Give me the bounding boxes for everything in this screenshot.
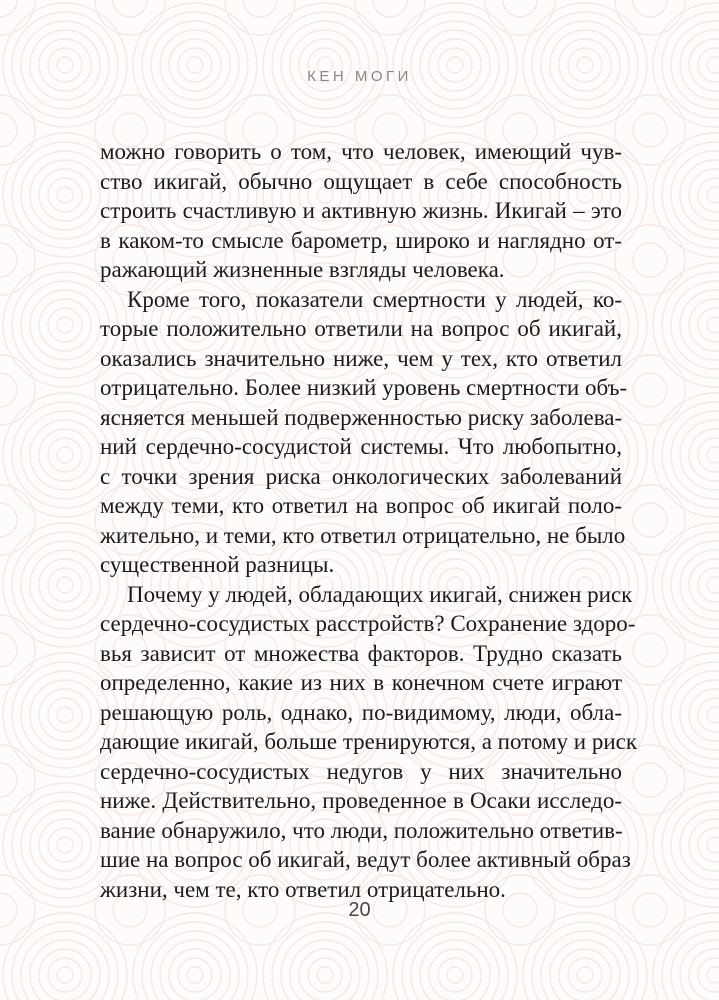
text-line: шие на вопрос об икигай, ведут более активный образ bbox=[100, 847, 631, 872]
text-line: торые положительно ответили на вопрос об икигай, bbox=[100, 316, 622, 341]
body-text bbox=[100, 137, 638, 904]
text-line: вья зависит от множества факторов. Трудно сказать bbox=[100, 640, 622, 666]
text-line: сердечно-сосудистых недугов у них значительно bbox=[100, 758, 622, 784]
page-number: 20 bbox=[348, 899, 371, 921]
paragraph bbox=[100, 285, 628, 580]
text-line: строить счастливую и активную жизнь. Икигай – это bbox=[100, 198, 622, 223]
paragraph bbox=[100, 137, 622, 285]
text-line: дающие икигай, больше тренируются, а потому и риск bbox=[100, 729, 638, 754]
text-line: решающую роль, однако, по-видимому, люди, обла- bbox=[100, 699, 622, 725]
text-line: с точки зрения риска онкологических заболеваний bbox=[100, 463, 622, 489]
text-line: ний сердечно-сосудистой системы. Что любопытно, bbox=[100, 434, 622, 459]
text-line: сердечно-сосудистых расстройств? Сохранение здоро- bbox=[100, 611, 636, 636]
text-line: между теми, кто ответил на вопрос об икигай поло- bbox=[100, 493, 622, 518]
text-line: определенно, какие из них в конечном счете играют bbox=[100, 670, 622, 695]
text-line: Почему у людей, обладающих икигай, снижен риск bbox=[127, 581, 633, 607]
text-line: существенной разницы. bbox=[100, 552, 335, 577]
running-head: КЕН МОГИ bbox=[307, 68, 412, 85]
text-line: отрицательно. Более низкий уровень смертности объ- bbox=[100, 375, 628, 400]
text-line: ниже. Действительно, проведенное в Осаки исследо- bbox=[100, 788, 622, 813]
text-line: ясняется меньшей подверженностью риску заболева- bbox=[100, 404, 623, 430]
text-line: ражающий жизненные взгляды человека. bbox=[100, 257, 505, 282]
text-line: жительно, и теми, кто ответил отрицательно, не было bbox=[100, 522, 626, 548]
text-line: можно говорить о том, что человек, имеющий чув- bbox=[100, 139, 622, 164]
text-line: Кроме того, показатели смертности у людей, ко- bbox=[127, 286, 622, 312]
paragraph bbox=[100, 580, 638, 905]
text-line: жизни, чем те, кто ответил отрицательно. bbox=[100, 876, 506, 902]
text-line: оказались значительно ниже, чем у тех, кто ответил bbox=[100, 345, 622, 371]
text-line: вание обнаружило, что люди, положительно ответив- bbox=[100, 817, 623, 843]
text-line: ство икигай, обычно ощущает в себе способность bbox=[100, 168, 622, 194]
text-line: в каком-то смысле барометр, широко и наглядно от- bbox=[100, 227, 622, 253]
